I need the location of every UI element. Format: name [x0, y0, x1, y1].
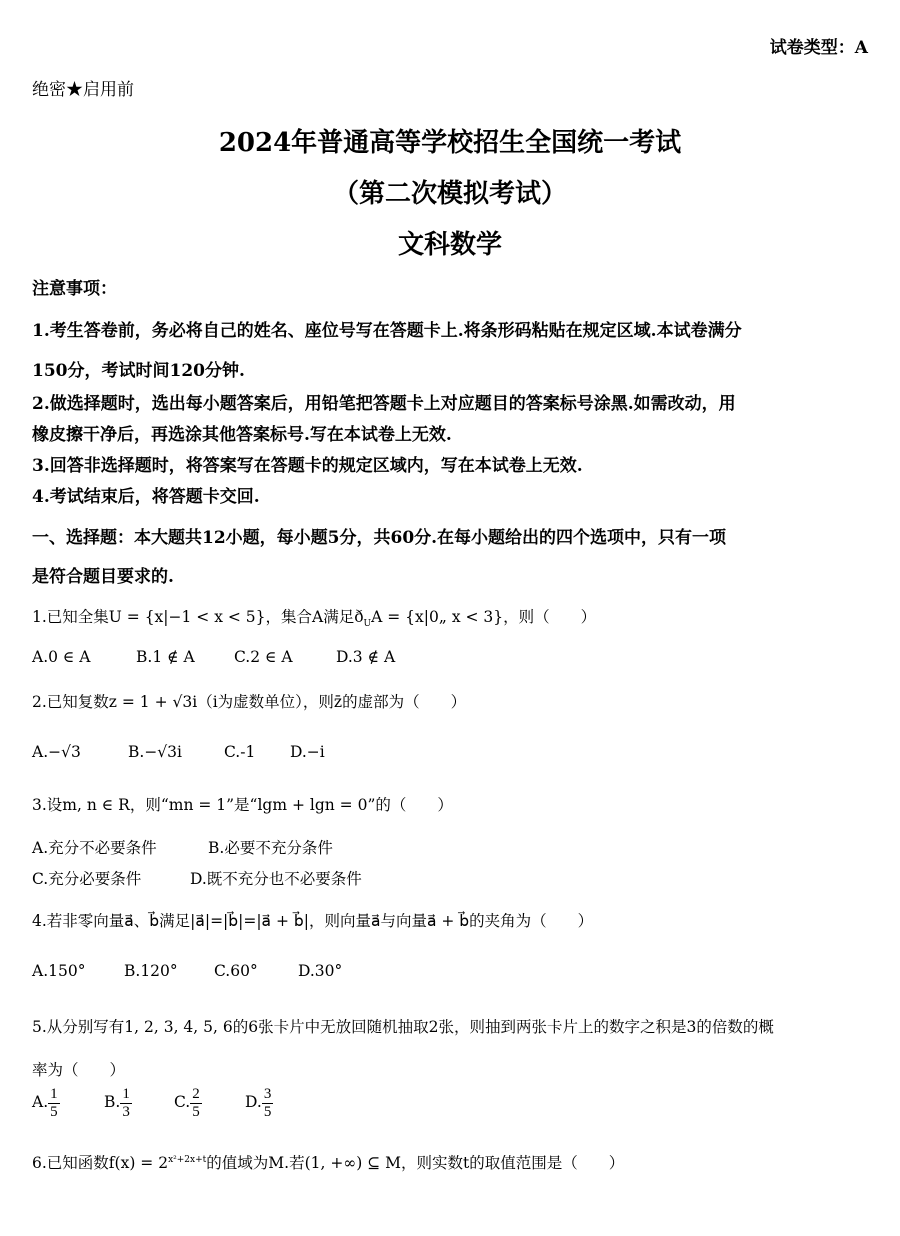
option-label: B.	[104, 1093, 121, 1111]
question-1-option-c: C.2 ∈ A	[234, 648, 293, 666]
question-3-option-b: B.必要不充分条件	[208, 839, 333, 857]
fraction-denominator: 3	[122, 1103, 130, 1120]
question-1-option-a: A.0 ∈ A	[32, 648, 91, 666]
question-5-option-c	[174, 1086, 202, 1120]
question-1-option-b: B.1 ∉ A	[136, 648, 195, 666]
fraction	[48, 1086, 60, 1120]
question-5-option-a	[32, 1086, 60, 1120]
fraction	[120, 1086, 132, 1120]
fraction-denominator: 5	[263, 1103, 272, 1120]
option-label: D.	[245, 1093, 262, 1111]
fraction-numerator: 2	[192, 1086, 200, 1102]
note-3: 3.回答非选择题时，将答案写在答题卡的规定区域内，写在本试卷上无效.	[32, 456, 583, 476]
question-4-option-a: A.150°	[32, 962, 86, 980]
question-1-stem-tail: A = {x|0„ x < 3}，则（ ）	[371, 608, 597, 626]
question-5-option-d	[245, 1086, 273, 1120]
question-2-option-c: C.-1	[224, 743, 256, 761]
subject-title: 文科数学	[397, 230, 502, 260]
note-2-line-2: 橡皮擦干净后，再选涂其他答案标号.写在本试卷上无效.	[32, 425, 452, 445]
fraction-numerator: 1	[50, 1086, 58, 1102]
exam-title: 2024年普通高等学校招生全国统一考试	[218, 128, 682, 158]
fraction-denominator: 5	[192, 1103, 200, 1120]
question-3-option-a: A.充分不必要条件	[32, 839, 157, 857]
question-2-option-a: A.−√3	[32, 743, 81, 761]
notes-heading: 注意事项：	[32, 279, 117, 299]
question-4-option-b: B.120°	[124, 962, 178, 980]
section-heading-line-1: 一、选择题：本大题共12小题，每小题5分，共60分.在每小题给出的四个选项中，只有一项	[32, 528, 727, 548]
question-6-stem-tail: 的值域为M.若(1, +∞) ⊆ M，则实数t的取值范围是（ ）	[206, 1154, 625, 1172]
fraction-denominator: 5	[50, 1103, 58, 1120]
question-1-stem	[32, 605, 596, 629]
fraction-numerator: 3	[263, 1086, 272, 1102]
fraction	[190, 1086, 202, 1120]
note-1-line-1: 1.考生答卷前，务必将自己的姓名、座位号写在答题卡上.将条形码粘贴在规定区域.本试卷满分	[32, 321, 742, 341]
note-4: 4.考试结束后，将答题卡交回.	[32, 487, 260, 507]
question-4-option-c: C.60°	[214, 962, 258, 980]
note-2-line-1: 2.做选择题时，选出每小题答案后，用铅笔把答题卡上对应题目的答案标号涂黑.如需改动，用	[32, 394, 736, 414]
option-label: C.	[174, 1093, 191, 1111]
exam-type-label: 试卷类型：A	[769, 38, 868, 58]
question-3-option-c: C.充分必要条件	[32, 870, 142, 888]
question-1-option-d: D.3 ∉ A	[336, 648, 396, 666]
question-5-stem-line-1: 5.从分别写有1, 2, 3, 4, 5, 6的6张卡片中无放回随机抽取2张，则抽到两张卡片上的数字之积是3的倍数的概	[32, 1018, 774, 1036]
question-6-stem-head: 6.已知函数f(x) = 2	[32, 1154, 169, 1172]
fraction	[262, 1086, 274, 1120]
question-1-stem-head: 1.已知全集U = {x|−1 < x < 5}，集合A满足ð	[32, 608, 364, 626]
confidential-label: 绝密★启用前	[32, 80, 134, 100]
question-5-option-b	[104, 1086, 132, 1120]
question-4-stem: 4.若非零向量a⃗、b⃗满足|a⃗|=|b⃗|=|a⃗ + b⃗|，则向量a⃗与向量a⃗ + b⃗的夹角为（ ）	[32, 912, 594, 930]
question-1-subscript: U	[363, 619, 372, 630]
question-5-stem-line-2: 率为（ ）	[32, 1061, 126, 1079]
fraction-numerator: 1	[122, 1086, 130, 1102]
question-6-stem	[32, 1151, 624, 1173]
question-3-stem: 3.设m, n ∈ R，则“mn = 1”是“lgm + lgn = 0”的（ ）	[32, 796, 453, 814]
section-heading-line-2: 是符合题目要求的.	[32, 567, 174, 587]
note-1-line-2: 150分，考试时间120分钟.	[32, 361, 245, 381]
question-2-option-b: B.−√3i	[128, 743, 183, 761]
question-4-option-d: D.30°	[298, 962, 343, 980]
question-2-stem: 2.已知复数z = 1 + √3i（i为虚数单位），则z̄的虚部为（ ）	[32, 693, 467, 711]
exam-subtitle: （第二次模拟考试）	[332, 179, 567, 209]
question-6-exponent: x²+2x+t	[168, 1154, 207, 1165]
question-2-option-d: D.−i	[290, 743, 325, 761]
question-3-option-d: D.既不充分也不必要条件	[190, 870, 362, 888]
option-label: A.	[32, 1093, 49, 1111]
